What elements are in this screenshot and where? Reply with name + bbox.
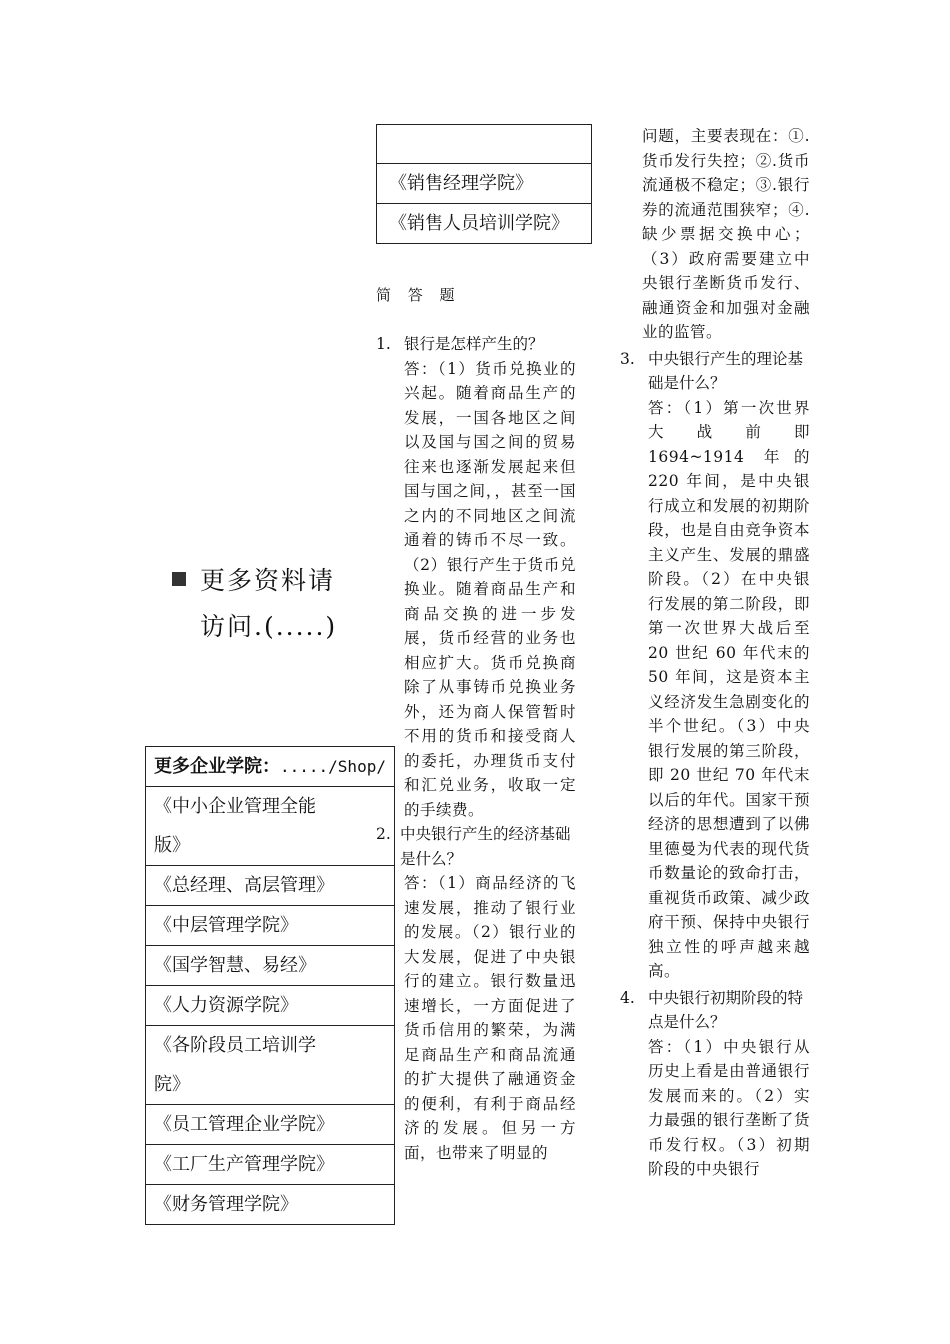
qa-column-2 xyxy=(620,124,810,1182)
question-text: 中央银行初期阶段的特点是什么？ xyxy=(648,988,804,1031)
answer-continued-text: 问题，主要表现在：①.货币发行失控；②.货币流通极不稳定；③.银行券的流通范围狭窄；④.缺少票据交换中心；（3）政府需要建立中央银行垄断货币发行、融通资金和加强对金融业的监管。 xyxy=(642,127,810,341)
question-number: 1. xyxy=(376,335,391,353)
table-row[interactable]: 《工厂生产管理学院》 xyxy=(146,1145,395,1185)
question-number: 2. xyxy=(376,825,391,843)
table-row[interactable]: 《各阶段员工培训学 院》 xyxy=(146,1026,395,1105)
table-row[interactable]: 《中小企业管理全能 版》 xyxy=(146,787,395,866)
table-row[interactable]: 《人力资源学院》 xyxy=(146,986,395,1026)
promo-line-2: 访问.(.....) xyxy=(200,612,338,641)
sales-links-table xyxy=(376,124,592,244)
table-row[interactable]: 《员工管理企业学院》 xyxy=(146,1105,395,1145)
question-text: 中央银行产生的理论基础是什么？ xyxy=(648,349,804,392)
promo-text xyxy=(172,558,352,650)
table-row[interactable]: 《销售人员培训学院》 xyxy=(377,204,592,244)
shop-link[interactable]: ...../Shop/ xyxy=(280,757,386,776)
promo-line-1: 更多资料请 xyxy=(200,566,336,595)
question-3 xyxy=(620,347,810,984)
square-bullet-icon xyxy=(172,572,186,586)
answer-text: 答：（1）货币兑换业的兴起。随着商品生产的发展，一国各地区之间以及国与国之间的贸易往来也逐渐发展起来但国与国之间，，甚至一国之内的不同地区之间流通着的铸币不尽一致。（2）银行产生于货币兑换业。随着商品生产和商品交换的进一步发展，货币经营的业务也相应扩大。货币兑换商除了从事铸币兑换业务外，还为商人保管暂时不用的货币和接受商人的委托，办理货币支付和汇兑业务，收取一定的手续费。 xyxy=(404,359,576,819)
table-row[interactable]: 《国学智慧、易经》 xyxy=(146,946,395,986)
answer-text: 答：（1）商品经济的飞速发展，推动了银行业的发展。（2）银行业的大发展，促进了中央银行的建立。银行数量迅速增长，一方面促进了货币信用的繁荣，为满足商品生产和商品流通的扩大提供了融通资金的便利，有利于商品经济的发展。但另一方面，也带来了明显的 xyxy=(404,874,576,1162)
table-row[interactable]: 《总经理、高层管理》 xyxy=(146,866,395,906)
academy-links-table xyxy=(145,746,395,1225)
question-2 xyxy=(376,822,576,1165)
table-row[interactable]: 《财务管理学院》 xyxy=(146,1185,395,1225)
question-4 xyxy=(620,986,810,1182)
table-header: 更多企业学院：...../Shop/ xyxy=(146,747,395,787)
question-1 xyxy=(376,332,576,822)
answer-text: 答：（1）第一次世界大战前即 1694~1914 年的 220 年间，是中央银行成立和发展的初期阶段，也是自由竞争资本主义产生、发展的鼎盛阶段。（2）在中央银行发展的第二阶段，即第一次世界大战后至 20 世纪 60 年代末的 50 年间，这是资本主义经济发生急剧变化的半个世纪。（3）中央银行发展的第三阶段，即 20 世纪 70 年代末以后的年代。国家干预经济的思想遭到了以佛里德曼为代表的现代货币数量论的致命打击，重视货币政策、减少政府干预、保持中央银行独立性的呼声越来越高。 xyxy=(648,398,810,980)
table-row[interactable]: 《销售经理学院》 xyxy=(377,164,592,204)
question-number: 3. xyxy=(620,349,635,368)
question-text: 中央银行产生的经济基础是什么？ xyxy=(400,825,571,868)
section-heading: 简 答 题 xyxy=(376,286,461,304)
qa-column-1 xyxy=(376,332,576,1165)
question-number: 4. xyxy=(620,988,635,1007)
table-row[interactable]: 《中层管理学院》 xyxy=(146,906,395,946)
answer-text: 答：（1）中央银行从历史上看是由普通银行发展而来的。（2）实力最强的银行垄断了货币发行权。（3）初期阶段的中央银行 xyxy=(648,1037,810,1178)
question-text: 银行是怎样产生的？ xyxy=(404,335,544,353)
table-row-empty xyxy=(377,125,592,164)
